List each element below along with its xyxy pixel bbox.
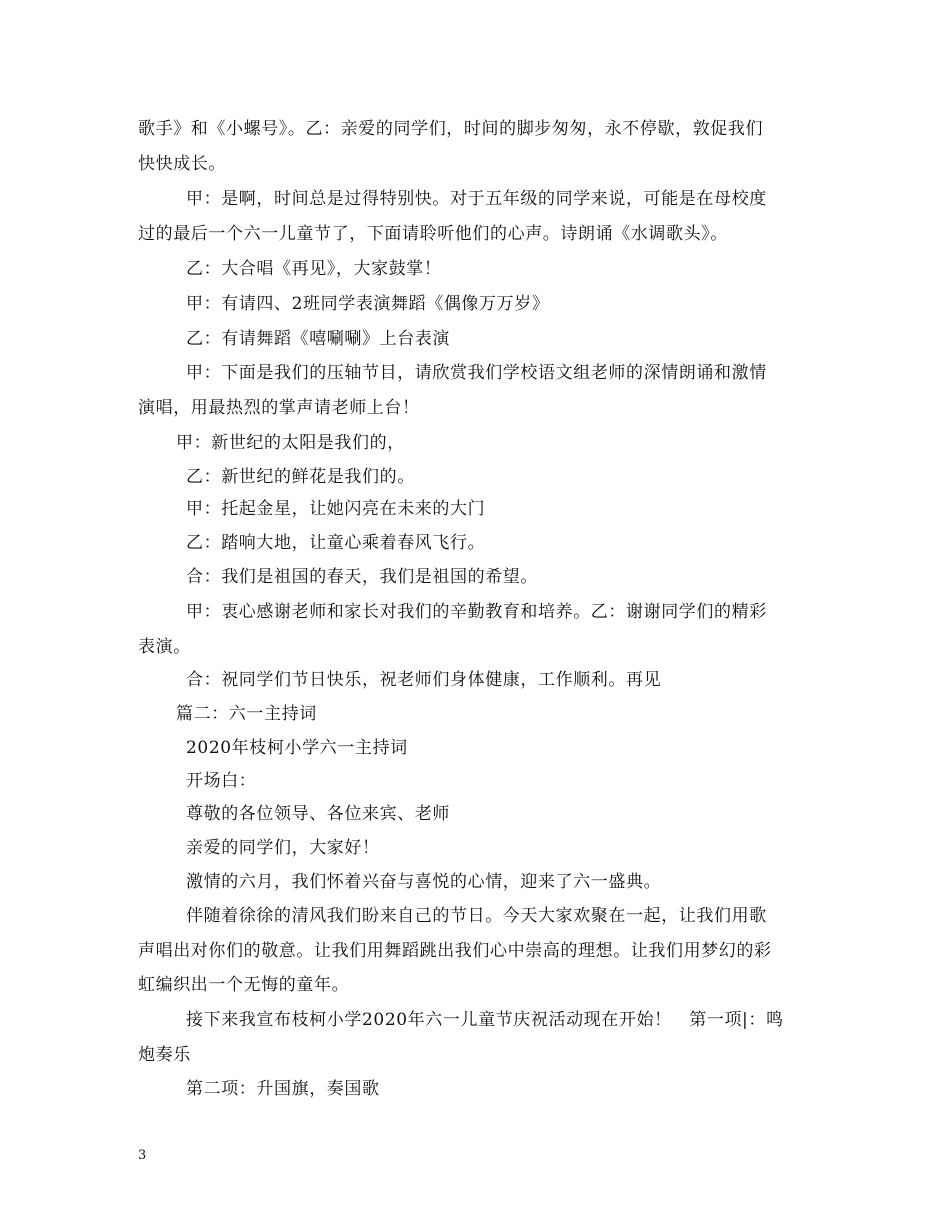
text-line: 开场白： bbox=[186, 771, 257, 791]
text-line: 合：祝同学们节日快乐，祝老师们身体健康，工作顺利。再见 bbox=[186, 670, 662, 690]
text-line: 过的最后一个六一儿童节了，下面请聆听他们的心声。诗朗诵《水调歌头》。 bbox=[138, 224, 728, 244]
text-line: 合：我们是祖国的春天，我们是祖国的希望。 bbox=[186, 567, 538, 587]
text-line: 虹编织出一个无悔的童年。 bbox=[138, 975, 350, 995]
text-line: 激情的六月，我们怀着兴奋与喜悦的心情，迎来了六一盛典。 bbox=[186, 872, 662, 892]
text-line: 甲：衷心感谢老师和家长对我们的辛勤教育和培养。乙：谢谢同学们的精彩 bbox=[186, 602, 767, 622]
text-line: 甲：是啊，时间总是过得特别快。对于五年级的同学来说，可能是在母校度 bbox=[186, 189, 767, 209]
text-line: 甲：有请四、2班同学表演舞蹈《偶像万万岁》 bbox=[186, 294, 550, 314]
text-line: 2020年枝柯小学六一主持词 bbox=[186, 738, 408, 758]
section-heading: 篇二：六一主持词 bbox=[176, 704, 317, 724]
text-line: 表演。 bbox=[138, 637, 191, 657]
text-line: 乙：有请舞蹈《嘻唰唰》上台表演 bbox=[186, 329, 450, 349]
text-line: 歌手》和《小螺号》。乙：亲爱的同学们，时间的脚步匆匆，永不停歇，敦促我们 bbox=[138, 119, 764, 139]
text-line: 声唱出对你们的敬意。让我们用舞蹈跳出我们心中崇高的理想。让我们用梦幻的彩 bbox=[138, 941, 772, 961]
text-line: 乙：新世纪的鲜花是我们的。 bbox=[186, 467, 415, 487]
text-line: 炮奏乐 bbox=[138, 1045, 191, 1065]
text-line: 伴随着徐徐的清风我们盼来自己的节日。今天大家欢聚在一起，让我们用歌 bbox=[186, 906, 767, 926]
text-line: 甲：新世纪的太阳是我们的， bbox=[176, 433, 405, 453]
text-line: 甲：下面是我们的压轴节目，请欣赏我们学校语文组老师的深情朗诵和激情 bbox=[186, 363, 767, 383]
text-line: 演唱，用最热烈的掌声请老师上台！ bbox=[138, 398, 420, 418]
text-line: 乙：大合唱《再见》，大家鼓掌！ bbox=[186, 259, 442, 279]
text-line: 第二项：升国旗，奏国歌 bbox=[186, 1079, 380, 1099]
page-number: 3 bbox=[138, 1148, 147, 1163]
text-line: 接下来我宣布枝柯小学2020年六一儿童节庆祝活动现在开始！ 第一项|：鸣 bbox=[186, 1010, 784, 1030]
text-line: 乙：踏响大地，让童心乘着春风飞行。 bbox=[186, 533, 486, 553]
text-line: 快快成长。 bbox=[138, 154, 226, 174]
text-line: 亲爱的同学们，大家好！ bbox=[186, 838, 380, 858]
text-line: 甲：托起金星，让她闪亮在未来的大门 bbox=[186, 499, 486, 519]
text-line: 尊敬的各位领导、各位来宾、老师 bbox=[186, 804, 450, 824]
